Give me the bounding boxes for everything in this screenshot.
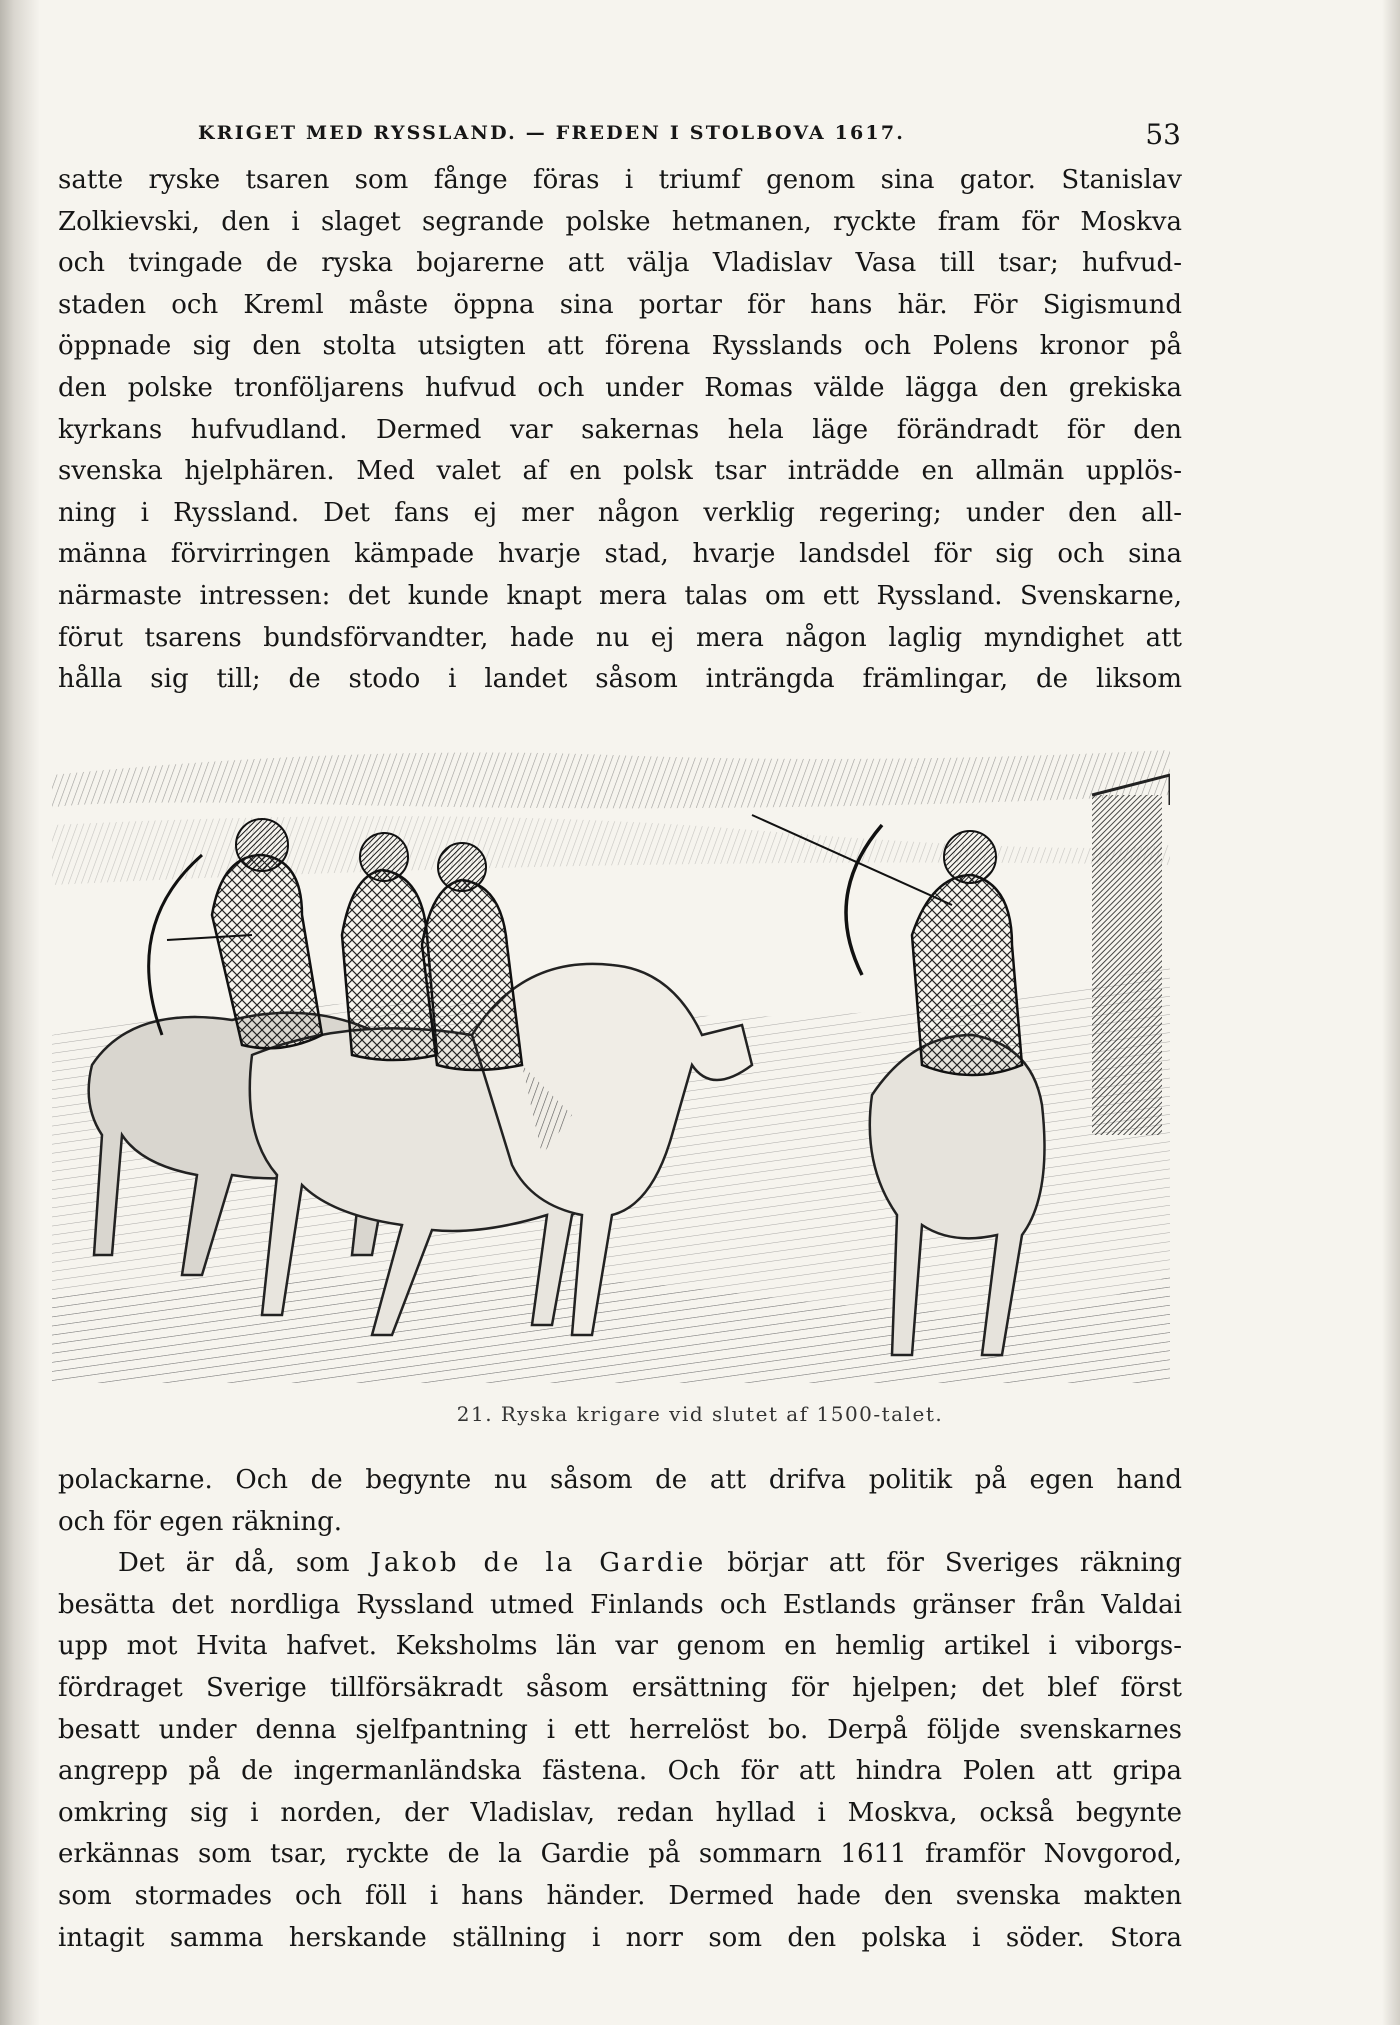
text-line: den polske tronföljarens hufvud och under Romas välde lägga den grekiska [58, 372, 1182, 403]
text-line: närmaste intressen: det kunde knapt mera talas om ett Ryssland. Svenskarne, [58, 580, 1182, 611]
text-line: intagit samma herskande ställning i norr som den polska i söder. Stora [58, 1922, 1182, 1953]
text-line: besatt under denna sjelfpantning i ett herrelöst bo. Derpå följde svenskarnes [58, 1714, 1182, 1745]
text-line: kyrkans hufvudland. Dermed var sakernas hela läge förändradt för den [58, 414, 1182, 445]
text-line: och för egen räkning. [58, 1506, 343, 1537]
text-line: angrepp på de ingermanländska fästena. Och för att hindra Polen att gripa [58, 1756, 1182, 1787]
text-line: männa förvirringen kämpade hvarje stad, hvarje landsdel för sig och sina [58, 539, 1182, 570]
text-line: fördraget Sverige tillförsäkradt såsom ersättning för hjelpen; det blef först [58, 1672, 1182, 1703]
text-line: förut tsarens bundsförvandter, hade nu ej mera någon laglig myndighet att [58, 622, 1182, 653]
figure-caption: 21. Ryska krigare vid slutet af 1500-talet. [456, 1402, 944, 1426]
text-line: upp mot Hvita hafvet. Keksholms län var genom en hemlig artikel i viborgs- [58, 1631, 1182, 1662]
text-line: erkännas som tsar, ryckte de la Gardie på sommarn 1611 framför Novgorod, [58, 1839, 1182, 1870]
text-line: ning i Ryssland. Det fans ej mer någon verklig regering; under den all- [58, 497, 1182, 528]
text-line: satte ryske tsaren som fånge föras i triumf genom sina gator. Stanislav [58, 165, 1182, 195]
text-line: besätta det nordliga Ryssland utmed Finlands och Estlands gränser från Valdai [58, 1589, 1182, 1620]
page-number: 53 [1145, 118, 1181, 151]
text-line: som stormades och föll i hans händer. Dermed hade den svenska makten [58, 1880, 1182, 1911]
text-line: Zolkievski, den i slaget segrande polske hetmanen, ryckte fram för Moskva [58, 206, 1182, 237]
running-title: KRIGET MED RYSSLAND. — FREDEN I STOLBOVA 1617. [198, 122, 906, 144]
text-line: omkring sig i norden, der Vladislav, redan hyllad i Moskva, också begynte [58, 1797, 1182, 1828]
text-line: öppnade sig den stolta utsigten att förena Rysslands och Polens kronor på [58, 331, 1182, 362]
bottom-text-block [58, 1460, 1182, 1959]
line-start: Det är då, som [118, 1548, 350, 1579]
text-line: och tvingade de ryska bojarerne att välja Vladislav Vasa till tsar; hufvud- [58, 248, 1182, 279]
text-line: svenska hjelphären. Med valet af en polsk tsar inträdde en allmän upplös- [58, 456, 1182, 487]
person-name: Jakob de la Gardie [370, 1548, 707, 1579]
engraving-illustration [52, 735, 1170, 1383]
text-line: polackarne. Och de begynte nu såsom de att drifva politik på egen hand [58, 1465, 1182, 1495]
text-line: staden och Kreml måste öppna sina portar för hans här. För Sigismund [58, 289, 1182, 320]
running-head [198, 118, 1181, 154]
page-binding-shadow [0, 0, 40, 2025]
top-text-block [58, 160, 1182, 701]
page-edge-shadow [1382, 0, 1400, 2025]
text-line: hålla sig till; de stodo i landet såsom inträngda främlingar, de liksom [58, 664, 1182, 695]
paragraph-first-line [58, 1543, 1182, 1585]
line-end: börjar att för Sveriges räkning [727, 1548, 1183, 1579]
